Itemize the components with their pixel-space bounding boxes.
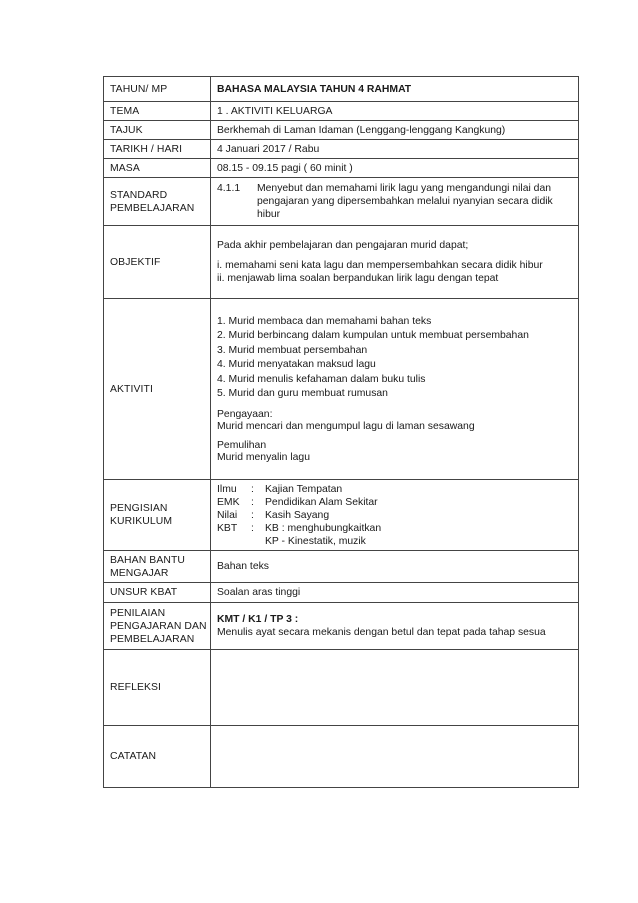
pengisian-key: EMK: [217, 496, 240, 508]
label-pengisian: [104, 480, 211, 551]
penilaian-heading: KMT / K1 / TP 3 :: [217, 614, 299, 625]
row-objektif: [104, 226, 579, 299]
row-kbat: [104, 583, 579, 603]
standard-text-1: Menyebut dan memahami lirik lagu yang mengandungi nilai dan: [257, 183, 552, 194]
label-masa: MASA: [104, 159, 211, 178]
value-bahan: Bahan teks: [211, 551, 579, 583]
pengisian-sep: :: [251, 509, 254, 521]
label-penilaian-1: PENILAIAN: [110, 607, 166, 619]
standard-line: [217, 182, 572, 221]
objektif-item-2: ii. menjawab lima soalan berpandukan lirik lagu dengan tepat: [217, 273, 499, 284]
row-tema: [104, 102, 579, 121]
label-penilaian-2: PENGAJARAN DAN: [110, 620, 207, 632]
label-standard: [104, 178, 211, 226]
row-tarikh: [104, 140, 579, 159]
label-penilaian-3: PEMBELAJARAN: [110, 633, 195, 645]
pengisian-val: Pendidikan Alam Sekitar: [265, 496, 378, 508]
value-aktiviti: [211, 299, 579, 480]
pengisian-val: KB : menghubungkaitkan: [265, 522, 382, 534]
value-tajuk: Berkhemah di Laman Idaman (Lenggang-lenggang Kangkung): [211, 121, 579, 140]
aktiviti-step-2: 2. Murid berbincang dalam kumpulan untuk membuat persembahan: [217, 330, 529, 341]
pengisian-kp: KP - Kinestatik, muzik: [265, 535, 366, 547]
objektif-item-1: i. memahami seni kata lagu dan mempersembahkan secara didik hibur: [217, 260, 543, 271]
label-kbat: UNSUR KBAT: [104, 583, 211, 603]
aktiviti-step-5: 4. Murid menulis kefahaman dalam buku tulis: [217, 373, 426, 385]
row-tajuk: [104, 121, 579, 140]
penilaian-text: Menulis ayat secara mekanis dengan betul dan tepat pada tahap sesua: [217, 627, 546, 638]
value-penilaian: [211, 603, 579, 650]
pengisian-row-nilai: [217, 509, 572, 522]
aktiviti-step-4: 4. Murid menyatakan maksud lagu: [217, 359, 376, 370]
aktiviti-step-3: 3. Murid membuat persembahan: [217, 344, 368, 356]
objektif-intro: Pada akhir pembelajaran dan pengajaran murid dapat;: [217, 240, 469, 251]
label-refleksi: REFLEKSI: [104, 650, 211, 726]
pengisian-key: Ilmu: [217, 483, 237, 495]
pengisian-row-kp: [217, 535, 572, 548]
aktiviti-step-6: 5. Murid dan guru membuat rumusan: [217, 388, 388, 399]
pemulihan-title: Pemulihan: [217, 439, 267, 451]
label-tema: TEMA: [104, 102, 211, 121]
pengisian-sep: :: [251, 496, 254, 508]
aktiviti-step-1: 1. Murid membaca dan memahami bahan teks: [217, 315, 432, 327]
standard-text-3: hibur: [257, 209, 281, 220]
label-objektif: OBJEKTIF: [104, 226, 211, 299]
label-penilaian: [104, 603, 211, 650]
standard-code: 4.1.1: [217, 183, 241, 194]
value-catatan: [211, 726, 579, 788]
label-pengisian-1: PENGISIAN: [110, 503, 168, 514]
value-masa: 08.15 - 09.15 pagi ( 60 minit ): [211, 159, 579, 178]
value-tema: 1 . AKTIVITI KELUARGA: [211, 102, 579, 121]
value-refleksi: [211, 650, 579, 726]
label-tahun-mp: TAHUN/ MP: [104, 77, 211, 102]
value-standard: [211, 178, 579, 226]
row-pengisian: [104, 480, 579, 551]
pengisian-key: KBT: [217, 522, 238, 534]
label-bahan: [104, 551, 211, 583]
pengisian-row-ilmu: [217, 483, 572, 496]
label-standard-1: STANDARD: [110, 189, 168, 201]
lesson-plan-table: [103, 76, 579, 788]
pengisian-val: Kasih Sayang: [265, 509, 330, 521]
row-refleksi: [104, 650, 579, 726]
pengisian-sep: :: [251, 483, 254, 495]
row-catatan: [104, 726, 579, 788]
row-tahun-mp: [104, 77, 579, 102]
value-tahun-mp: BAHASA MALAYSIA TAHUN 4 RAHMAT: [211, 77, 579, 102]
value-objektif: [211, 226, 579, 299]
pengayaan-title: Pengayaan:: [217, 408, 273, 420]
row-standard: [104, 178, 579, 226]
pengisian-key: Nilai: [217, 509, 238, 521]
label-catatan: CATATAN: [104, 726, 211, 788]
row-bahan: [104, 551, 579, 583]
value-kbat: Soalan aras tinggi: [211, 583, 579, 603]
label-standard-2: PEMBELAJARAN: [110, 202, 195, 214]
label-pengisian-2: KURIKULUM: [110, 516, 173, 527]
pengisian-sep: :: [251, 522, 254, 534]
label-aktiviti: AKTIVITI: [104, 299, 211, 480]
label-tajuk: TAJUK: [104, 121, 211, 140]
pemulihan-text: Murid menyalin lagu: [217, 451, 310, 463]
label-tarikh: TARIKH / HARI: [104, 140, 211, 159]
standard-text-2: pengajaran yang dipersembahkan melalui nyanyian secara didik: [257, 196, 553, 207]
pengayaan-text: Murid mencari dan mengumpul lagu di laman sesawang: [217, 420, 475, 432]
pengisian-row-kbt: [217, 522, 572, 535]
label-bahan-1: BAHAN BANTU: [110, 554, 186, 566]
row-masa: [104, 159, 579, 178]
pengisian-val: Kajian Tempatan: [265, 483, 343, 495]
value-pengisian: [211, 480, 579, 551]
label-bahan-2: MENGAJAR: [110, 567, 169, 579]
row-penilaian: [104, 603, 579, 650]
row-aktiviti: [104, 299, 579, 480]
pengisian-row-emk: [217, 496, 572, 509]
value-tarikh: 4 Januari 2017 / Rabu: [211, 140, 579, 159]
